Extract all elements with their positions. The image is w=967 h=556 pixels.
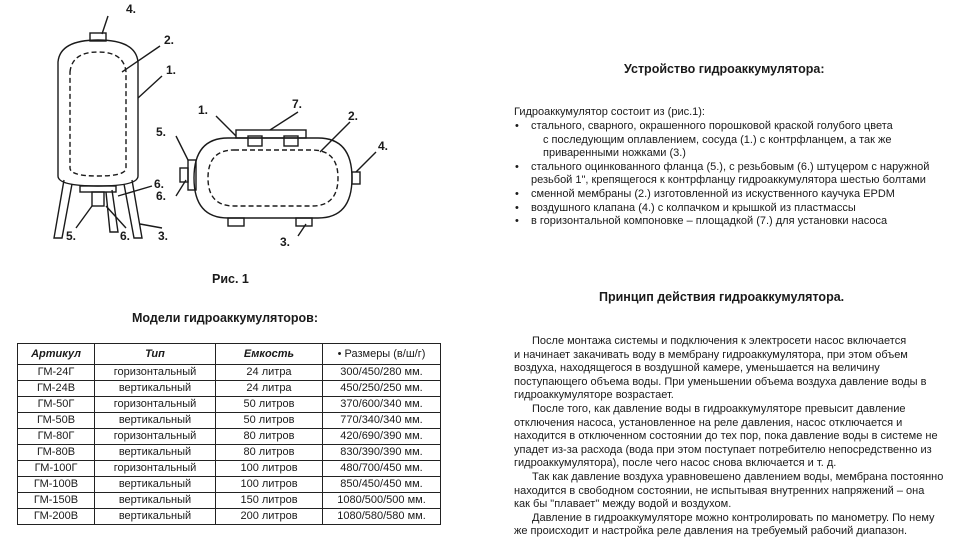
list-line: • сменной мембраны (2.) изготовленной из искуственного каучука EPDM — [531, 187, 895, 200]
cell-sizes: 420/690/390 мм. — [323, 429, 441, 445]
callout-v-thread: 6. — [120, 229, 131, 243]
header-sizes: • Размеры (в/ш/г) — [323, 344, 441, 365]
cell-type: горизонтальный — [95, 429, 216, 445]
list-line: • стального оцинкованного фланца (5.), с резьбовым (6.) штуцером с наружной — [531, 160, 930, 173]
table-row — [18, 397, 441, 413]
cell-sizes: 1080/500/500 мм. — [323, 493, 441, 509]
cell-type: вертикальный — [95, 413, 216, 429]
vertical-flange — [80, 186, 116, 192]
cell-sizes: 830/390/390 мм. — [323, 445, 441, 461]
horizontal-membrane — [208, 150, 338, 206]
pump-platform — [236, 130, 306, 138]
para-line: воздуха, находящегося в воздушной камере, уменьшается на величину — [514, 362, 880, 375]
cell-type: горизонтальный — [95, 397, 216, 413]
cell-sizes: 480/700/450 мм. — [323, 461, 441, 477]
callout-h-thread: 6. — [156, 189, 167, 203]
cell-capacity: 24 литра — [216, 381, 323, 397]
list-line: • стального, сварного, окрашенного порошковой краской голубого цвета — [531, 120, 893, 132]
callout-v-tank: 1. — [166, 63, 177, 77]
cell-sizes: 300/450/280 мм. — [323, 365, 441, 381]
cell-capacity: 24 литра — [216, 365, 323, 381]
list-line: приваренными ножками (3.) — [543, 147, 686, 160]
callout-h-membrane: 2. — [348, 109, 359, 123]
cell-article: ГМ-100Г — [18, 461, 95, 477]
cell-article: ГМ-200В — [18, 509, 95, 525]
cell-article: ГМ-150В — [18, 493, 95, 509]
cell-article: ГМ-80В — [18, 445, 95, 461]
callout-h-feet: 3. — [280, 235, 291, 249]
cell-type: вертикальный — [95, 381, 216, 397]
para-line: как бы "плавает" между водой и воздухом. — [514, 498, 732, 511]
cell-capacity: 200 литров — [216, 509, 323, 525]
para-line: находится в отключенном состоянии до тех пор, пока давление воды в системе не — [514, 430, 938, 443]
cell-capacity: 50 литров — [216, 413, 323, 429]
cell-sizes: 850/450/450 мм. — [323, 477, 441, 493]
device-title: Устройство гидроаккумулятора: — [624, 62, 825, 76]
cell-article: ГМ-50Г — [18, 397, 95, 413]
figure-caption: Рис. 1 — [212, 272, 249, 286]
table-row — [18, 461, 441, 477]
para-line: и начинает закачивать воду в мембрану гидроаккумулятора, при этом объем — [514, 348, 908, 361]
header-capacity: Емкость — [216, 344, 323, 365]
vertical-membrane — [70, 52, 126, 176]
cell-capacity: 150 литров — [216, 493, 323, 509]
para-line: поступающего объема воды. При уменьшении объема воздуха давление воды в — [514, 375, 927, 388]
principle-title: Принцип действия гидроаккумулятора. — [599, 290, 845, 304]
cell-capacity: 100 литров — [216, 477, 323, 493]
para-line: упадет из-за расхода (вода при этом поступает потребителю непосредственно из — [514, 443, 932, 456]
paragraph — [514, 471, 944, 512]
horizontal-foot-right — [296, 218, 312, 226]
table-row — [18, 445, 441, 461]
callout-h-platform: 7. — [292, 97, 303, 111]
cell-article: ГМ-50В — [18, 413, 95, 429]
table-row — [18, 365, 441, 381]
cell-capacity: 80 литров — [216, 445, 323, 461]
callout-v-legs: 3. — [158, 229, 169, 243]
horizontal-foot-left — [228, 218, 244, 226]
cell-capacity: 80 литров — [216, 429, 323, 445]
table-row — [18, 477, 441, 493]
paragraph — [514, 512, 944, 539]
para-line: же происходит и настройка реле давления на требуемый рабочий диапазон. — [514, 525, 908, 538]
cell-type: горизонтальный — [95, 365, 216, 381]
callout-v-valve: 4. — [126, 2, 137, 16]
models-title: Модели гидроаккумуляторов: — [132, 311, 319, 325]
device-parts-list — [514, 120, 954, 229]
horizontal-valve — [352, 172, 360, 184]
para-line: После монтажа системы и подключения к электросети насос включается — [532, 335, 907, 347]
callout-h-tank: 1. — [198, 103, 209, 117]
cell-article: ГМ-24В — [18, 381, 95, 397]
cell-sizes: 370/600/340 мм. — [323, 397, 441, 413]
list-line: • в горизонтальной компоновке – площадкой (7.) для установки насоса — [531, 215, 888, 228]
vertical-fitting — [92, 192, 104, 206]
paragraph — [514, 403, 944, 471]
para-line: гидроаккумулятора), после чего насос снова включается и т. д. — [514, 457, 837, 470]
cell-article: ГМ-100В — [18, 477, 95, 493]
cell-type: вертикальный — [95, 477, 216, 493]
list-item — [514, 188, 954, 202]
para-line: отключения насоса, установленное на реле давления, насос отключается и — [514, 416, 903, 429]
list-item — [514, 215, 954, 229]
cell-article: ГМ-24Г — [18, 365, 95, 381]
models-table — [17, 343, 441, 525]
paragraph — [514, 335, 944, 403]
table-row — [18, 413, 441, 429]
table-row — [18, 509, 441, 525]
callout-v-flange: 5. — [66, 229, 77, 243]
list-line: с последующим оплавлением, сосуда (1.) с контрфланцем, а так же — [543, 133, 892, 146]
para-line: гидроаккумуляторе возрастает. — [514, 389, 674, 402]
list-item — [514, 161, 954, 188]
cell-type: вертикальный — [95, 493, 216, 509]
device-intro: Гидроаккумулятор состоит из (рис.1): — [514, 106, 705, 118]
cell-capacity: 50 литров — [216, 397, 323, 413]
cell-capacity: 100 литров — [216, 461, 323, 477]
list-line: резьбой 1", крепящегося к контрфланцу гидроаккумулятора шестью болтами — [531, 174, 926, 187]
list-item — [514, 202, 954, 216]
callout-v-membrane: 2. — [164, 33, 175, 47]
para-line: После того, как давление воды в гидроаккумуляторе превысит давление — [532, 402, 906, 415]
para-line: Давление в гидроаккумуляторе можно контролировать по манометру. По нему — [532, 511, 935, 524]
table-row — [18, 493, 441, 509]
callout-h-flange: 5. — [156, 125, 167, 139]
callout-h-valve: 4. — [378, 139, 389, 153]
accumulator-drawings — [0, 0, 480, 300]
callout-v-fitting: 6. — [154, 177, 165, 191]
cell-type: вертикальный — [95, 445, 216, 461]
cell-type: вертикальный — [95, 509, 216, 525]
cell-sizes: 770/340/340 мм. — [323, 413, 441, 429]
list-item — [514, 120, 954, 161]
table-header-row — [18, 344, 441, 365]
para-line: находится в свободном состоянии, не испытывая внутренних напряжений – она — [514, 484, 925, 497]
table-row — [18, 381, 441, 397]
table-row — [18, 429, 441, 445]
cell-type: горизонтальный — [95, 461, 216, 477]
para-line: Так как давление воздуха уравновешено давлением воды, мембрана постоянно — [532, 470, 944, 483]
cell-sizes: 450/250/250 мм. — [323, 381, 441, 397]
cell-sizes: 1080/580/580 мм. — [323, 509, 441, 525]
cell-article: ГМ-80Г — [18, 429, 95, 445]
header-article: Артикул — [18, 344, 95, 365]
principle-text — [514, 335, 944, 539]
header-type: Тип — [95, 344, 216, 365]
vertical-leg-center — [106, 190, 118, 232]
figure-1-diagram — [0, 0, 480, 300]
list-line: • воздушного клапана (4.) с колпачком и крышкой из пластмассы — [531, 201, 856, 214]
